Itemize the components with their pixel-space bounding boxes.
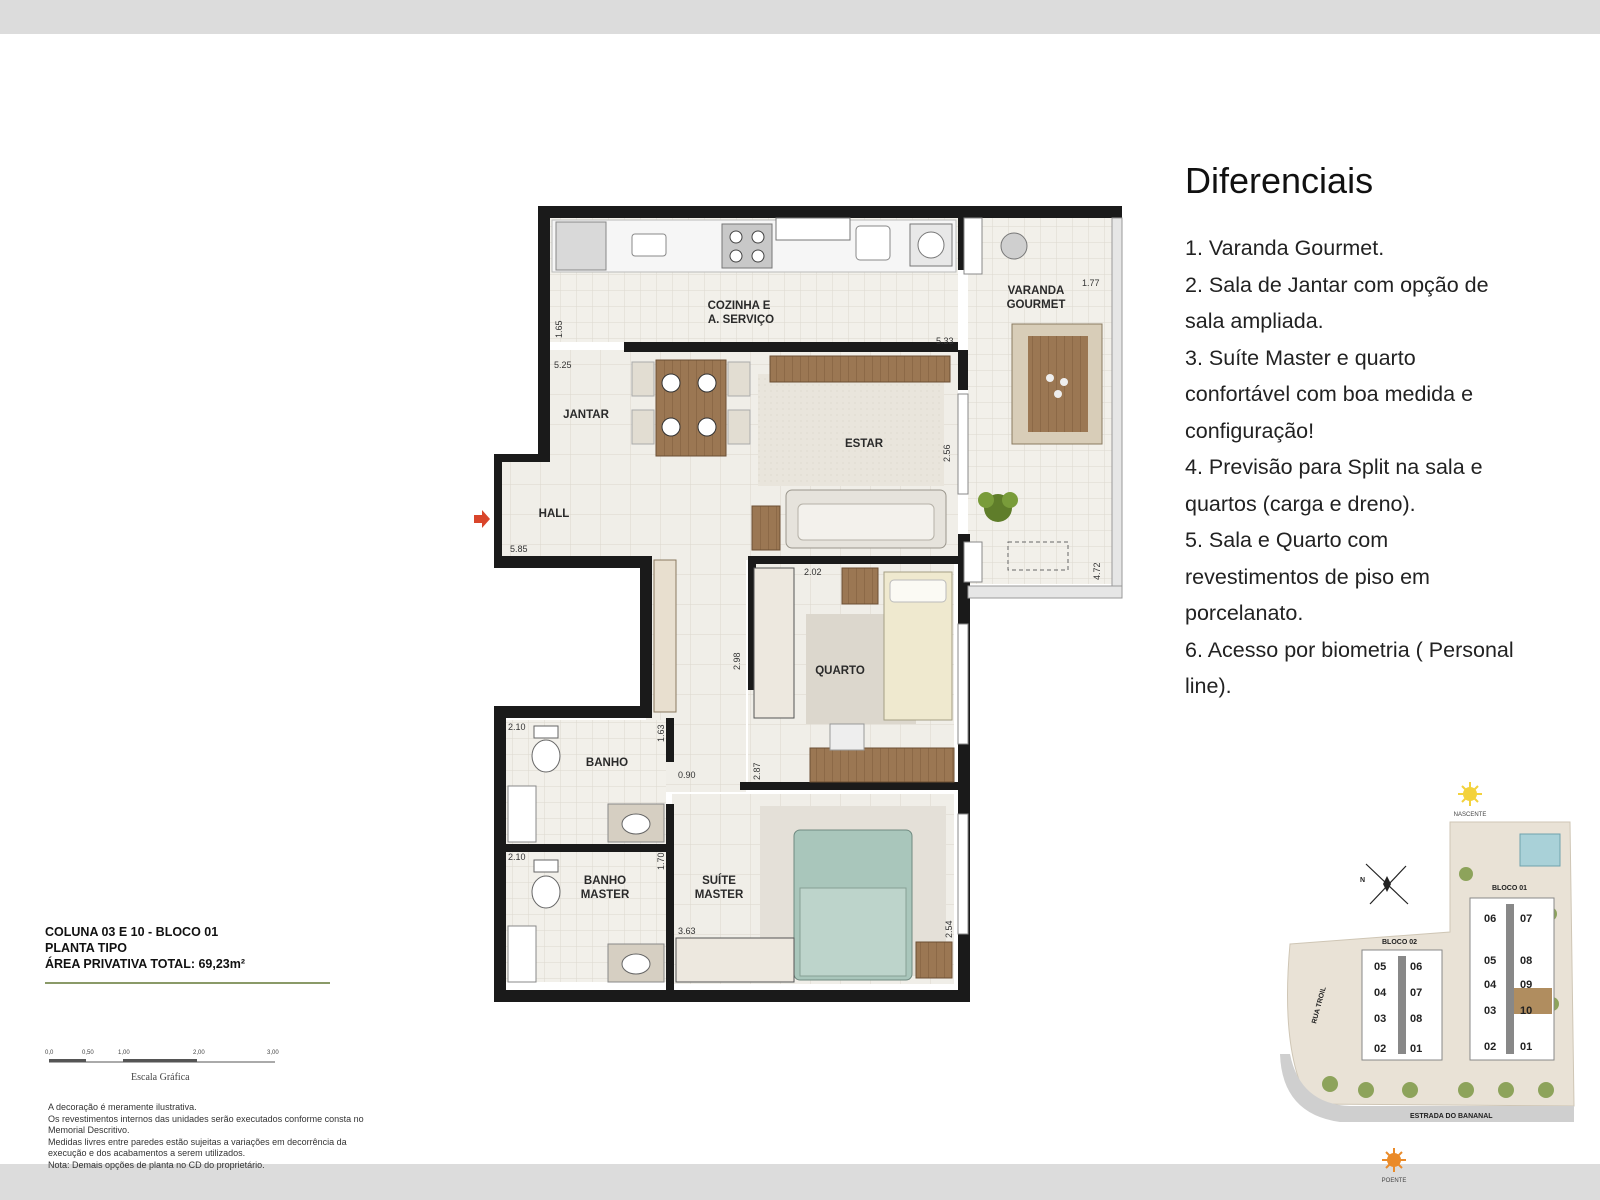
note-line: Memorial Descritivo. [48,1125,130,1135]
dim-170: 1.70 [656,852,666,870]
dim-363: 3.63 [678,926,696,936]
note-line: Medidas livres entre paredes estão sujeitas a variações em decorrência da [48,1136,347,1147]
desk [810,748,954,782]
scale-tick: 0,50 [82,1050,94,1056]
page [0,34,1600,1184]
banho-basin [622,814,650,834]
living-rug [758,374,944,486]
window-kitchen [776,218,850,240]
note-line: execução e dos acabamentos a serem utilizados. [48,1148,246,1158]
master-basin [622,954,650,974]
unit-label: 05 [1484,955,1497,967]
laundry-sink [856,226,890,260]
dim-202: 2.02 [804,567,822,577]
site-map [1270,754,1580,1184]
dim-472: 4.72 [1092,562,1102,580]
diferenciais-panel [1185,160,1585,705]
dim-533: 5.33 [936,336,954,346]
shower-banho [508,786,536,842]
unit-label: 05 [1374,961,1387,973]
kitchen-sink [632,234,666,256]
varanda-table [1012,324,1102,444]
graphic-scale [45,1046,295,1086]
dim-254: 2.54 [944,920,954,938]
note-line: A decoração é meramente ilustrativa. [48,1102,197,1112]
poente-label: POENTE [1381,1178,1407,1184]
cooktop [722,224,772,268]
diferencial-line: sala ampliada. [1185,309,1324,333]
label-cozinha: COZINHA E [707,300,771,312]
double-bed-cover [800,888,906,976]
unit-area: ÁREA PRIVATIVA TOTAL: 69,23m² [45,957,246,971]
unit-info [45,924,345,984]
unit-column: COLUNA 03 E 10 - BLOCO 01 [45,925,219,939]
diferenciais-list [1185,230,1585,705]
varanda-edge [1112,218,1122,598]
diferenciais-title: Diferenciais [1185,160,1374,201]
dim-210a: 2.10 [508,722,526,732]
estrada-label: ESTRADA DO BANANAL [1410,1113,1493,1120]
dim-210b: 2.10 [508,852,526,862]
diferencial-line: configuração! [1185,418,1315,443]
bloco01-label: BLOCO 01 [1492,885,1528,892]
unit-label: 08 [1520,955,1533,967]
bloco02-core [1398,956,1406,1054]
label-suite-2: MASTER [694,889,744,901]
suite-nightstand [916,942,952,978]
note-line: Os revestimentos internos das unidades serão executados conforme consta no [48,1113,364,1124]
bloco01-core [1506,904,1514,1054]
scale-tick: 3,00 [267,1050,279,1056]
dim-256: 2.56 [942,444,952,462]
unit-label: 06 [1484,913,1497,925]
diferencial-line: line). [1185,674,1232,698]
wardrobe [754,568,794,718]
washer [910,224,952,266]
fridge [556,222,606,270]
shower-master [508,926,536,982]
unit-plan-type: PLANTA TIPO [45,941,127,955]
north-label: N [1360,877,1366,884]
unit-label: 02 [1374,1043,1387,1055]
nightstand [842,568,878,604]
diferencial-line: 6. Acesso por biometria ( Personal [1185,637,1514,662]
diferencial-line: revestimentos de piso em [1185,564,1430,589]
varanda-bottom [968,586,1122,598]
single-bed-pillow [890,580,946,602]
label-jantar: JANTAR [563,409,609,421]
floor-plan [0,34,1160,1034]
diferencial-line: 2. Sala de Jantar com opção de [1185,272,1489,297]
unit-label: 07 [1410,987,1423,999]
dim-298: 2.98 [732,652,742,670]
unit-label: 06 [1410,961,1423,973]
scale-tick: 0,0 [45,1050,54,1056]
dim-585: 5.85 [510,544,528,554]
unit-label: 03 [1484,1005,1497,1017]
dim-525: 5.25 [554,360,572,370]
unit-label: 01 [1410,1043,1423,1055]
bbq-grill [1001,233,1027,259]
scale-tick: 1,00 [118,1050,130,1056]
dim-165: 1.65 [554,320,564,338]
label-cozinha-2: A. SERVIÇO [707,314,775,326]
unit-label: 09 [1520,979,1533,991]
dim-090: 0.90 [678,770,696,780]
scale-tick: 2,00 [193,1050,205,1056]
sun-icon [1382,1148,1406,1172]
dim-163: 1.63 [656,724,666,742]
bloco02-label: BLOCO 02 [1382,939,1418,946]
dim-287: 2.87 [752,762,762,780]
label-suite: SUÍTE [702,875,736,887]
entry-arrow-icon [474,510,490,528]
pool [1520,834,1560,866]
tv-rack [770,356,950,382]
unit-label: 04 [1374,987,1387,999]
toilet-master [532,860,560,908]
divider [45,982,330,984]
sofa-seat [798,504,934,540]
diferencial-line: 1. Varanda Gourmet. [1185,236,1385,260]
nascente-label: NASCENTE [1453,812,1487,818]
label-varanda-2: GOURMET [1006,299,1066,311]
label-hall: HALL [538,508,570,520]
unit-label: 07 [1520,913,1533,925]
disclaimer-notes [48,1102,448,1171]
sun-icon [1458,782,1482,806]
dim-177: 1.77 [1082,278,1100,288]
unit-label: 01 [1520,1041,1533,1053]
unit-label: 08 [1410,1013,1423,1025]
note-line: Nota: Demais opções de planta no CD do proprietário. [48,1159,265,1170]
label-estar: ESTAR [844,438,884,450]
hall-cabinet [654,560,676,712]
desk-chair [830,724,864,750]
label-banho-master-2: MASTER [580,889,630,901]
unit-label: 02 [1484,1041,1497,1053]
rua-label: RUA TROIL [1311,986,1328,1025]
unit-label: 04 [1484,979,1497,991]
compass-icon [1366,864,1408,904]
suite-wardrobe [676,938,794,982]
label-quarto: QUARTO [815,665,865,677]
scale-label: Escala Gráfica [131,1072,190,1083]
diferencial-line: confortável com boa medida e [1185,382,1474,406]
side-table [752,506,780,550]
diferencial-line: quartos (carga e dreno). [1185,491,1416,516]
unit-label: 03 [1374,1013,1387,1025]
diferencial-line: 4. Previsão para Split na sala e [1185,455,1483,479]
diferencial-line: 3. Suíte Master e quarto [1185,345,1416,370]
label-banho-master: BANHO [583,875,627,887]
toilet [532,726,560,772]
label-banho: BANHO [585,757,629,769]
unit-label: 10 [1520,1005,1533,1017]
diferencial-line: porcelanato. [1185,601,1304,625]
diferencial-line: 5. Sala e Quarto com [1185,528,1389,552]
label-varanda: VARANDA [1007,285,1065,297]
